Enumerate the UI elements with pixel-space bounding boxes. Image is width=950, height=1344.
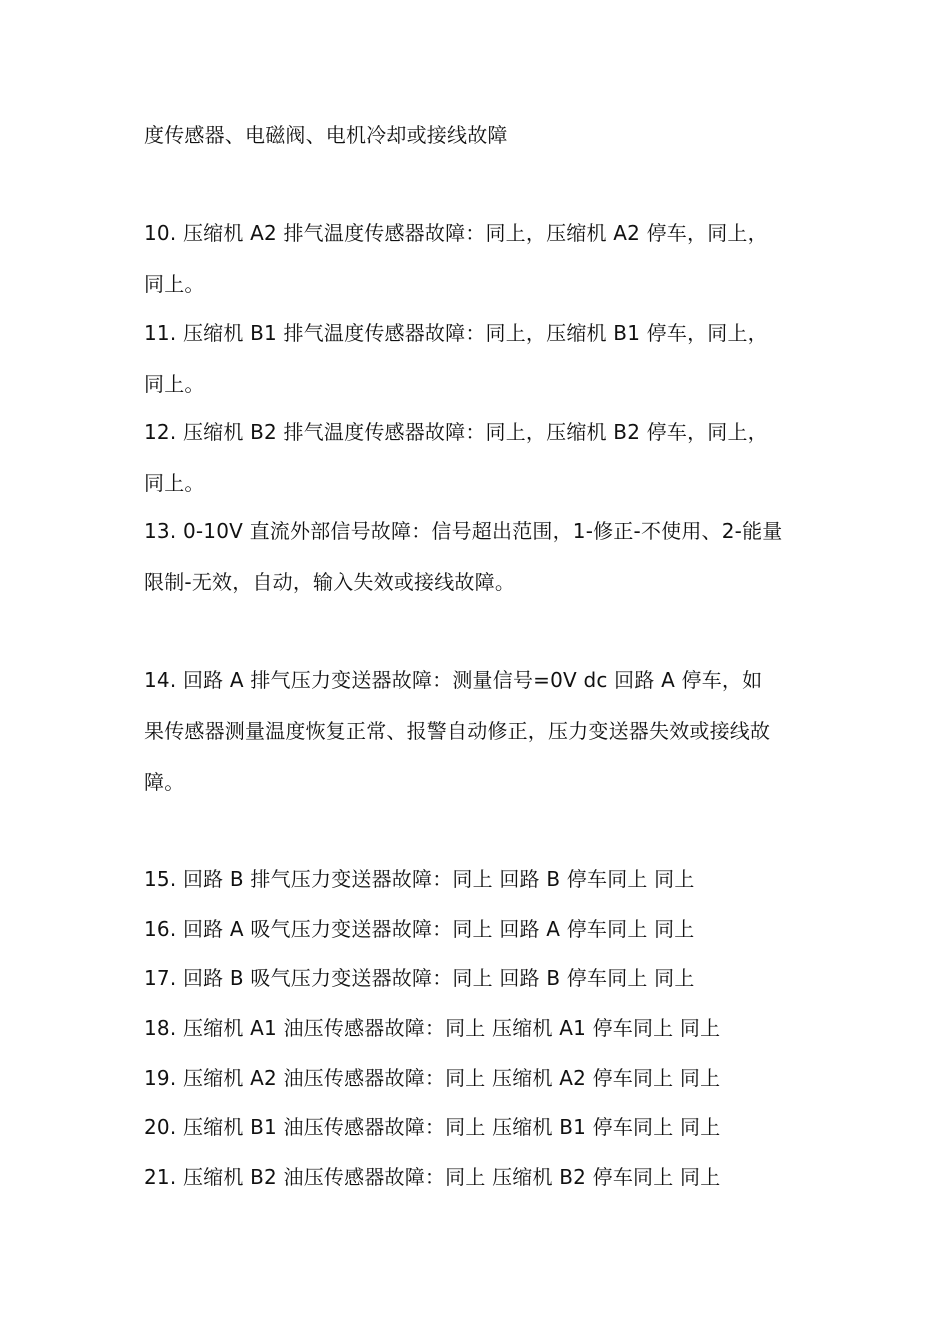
item-16: 16. 回路 A 吸气压力变送器故障：同上 回路 A 停车同上 同上	[144, 917, 695, 941]
item-17: 17. 回路 B 吸气压力变送器故障：同上 回路 B 停车同上 同上	[144, 966, 695, 990]
item-11-line-1: 11. 压缩机 B1 排气温度传感器故障：同上，压缩机 B1 停车，同上，	[144, 321, 768, 345]
item-14-line-1: 14. 回路 A 排气压力变送器故障：测量信号=0V dc 回路 A 停车，如	[144, 668, 763, 692]
item-19: 19. 压缩机 A2 油压传感器故障：同上 压缩机 A2 停车同上 同上	[144, 1066, 721, 1090]
item-14-line-3: 障。	[144, 770, 185, 794]
item-14-line-2: 果传感器测量温度恢复正常、报警自动修正，压力变送器失效或接线故	[144, 719, 771, 743]
item-10-line-1: 10. 压缩机 A2 排气温度传感器故障：同上，压缩机 A2 停车，同上，	[144, 221, 768, 245]
item-13-line-1: 13. 0-10V 直流外部信号故障：信号超出范围，1-修正-不使用、2-能量	[144, 519, 783, 543]
item-20: 20. 压缩机 B1 油压传感器故障：同上 压缩机 B1 停车同上 同上	[144, 1115, 721, 1139]
item-11-line-2: 同上。	[144, 372, 205, 396]
item-10-line-2: 同上。	[144, 272, 205, 296]
item-15: 15. 回路 B 排气压力变送器故障：同上 回路 B 停车同上 同上	[144, 867, 695, 891]
item-21: 21. 压缩机 B2 油压传感器故障：同上 压缩机 B2 停车同上 同上	[144, 1165, 721, 1189]
item-12-line-2: 同上。	[144, 471, 205, 495]
text-line-continuation: 度传感器、电磁阀、电机冷却或接线故障	[144, 123, 508, 147]
item-12-line-1: 12. 压缩机 B2 排气温度传感器故障：同上，压缩机 B2 停车，同上，	[144, 420, 768, 444]
item-18: 18. 压缩机 A1 油压传感器故障：同上 压缩机 A1 停车同上 同上	[144, 1016, 721, 1040]
item-13-line-2: 限制-无效，自动，输入失效或接线故障。	[144, 570, 516, 594]
